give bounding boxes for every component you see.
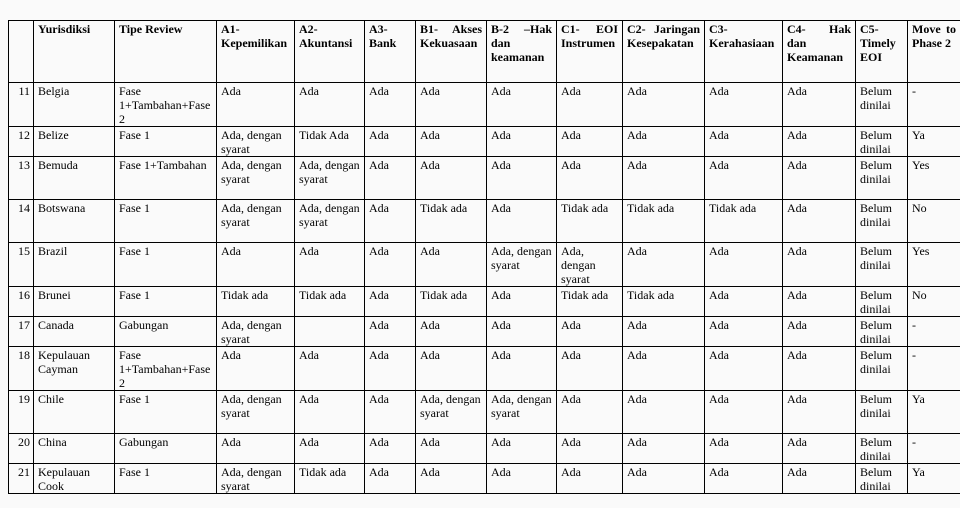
row-number-cell: 12 — [9, 127, 34, 157]
cell-move-to-phase-2: - — [908, 434, 960, 464]
cell-jurisdiction: Belize — [34, 127, 115, 157]
cell-c1-eoi-instrument: Ada — [557, 347, 623, 391]
cell-jurisdiction: Belgia — [34, 83, 115, 127]
cell-a2-accounting: Tidak ada — [295, 464, 365, 494]
cell-b1-access-power: Ada — [416, 127, 487, 157]
table-row — [9, 434, 960, 464]
cell-move-to-phase-2: - — [908, 317, 960, 347]
cell-a3-bank: Ada — [365, 200, 416, 243]
cell-jurisdiction: Bemuda — [34, 157, 115, 200]
cell-c2-agreement-network: Ada — [623, 157, 705, 200]
cell-c1-eoi-instrument: Tidak ada — [557, 287, 623, 317]
cell-c5-timely-eoi: Belum dinilai — [856, 200, 908, 243]
cell-review-type: Fase 1 — [115, 464, 217, 494]
table-row — [9, 243, 960, 287]
cell-c5-timely-eoi: Belum dinilai — [856, 317, 908, 347]
cell-b1-access-power: Ada — [416, 83, 487, 127]
cell-c4-rights-safeguards: Ada — [783, 83, 856, 127]
cell-c1-eoi-instrument: Ada — [557, 83, 623, 127]
cell-jurisdiction: Kepulauan Cook — [34, 464, 115, 494]
cell-b1-access-power: Tidak ada — [416, 200, 487, 243]
cell-b2-rights-safeguards: Ada — [487, 347, 557, 391]
cell-a2-accounting: Ada — [295, 347, 365, 391]
row-number-cell: 11 — [9, 83, 34, 127]
cell-a3-bank: Ada — [365, 317, 416, 347]
cell-c4-rights-safeguards: Ada — [783, 464, 856, 494]
cell-a1-ownership: Ada — [217, 434, 295, 464]
cell-c2-agreement-network: Tidak ada — [623, 200, 705, 243]
cell-move-to-phase-2: Yes — [908, 157, 960, 200]
cell-c4-rights-safeguards: Ada — [783, 347, 856, 391]
cell-move-to-phase-2: No — [908, 200, 960, 243]
column-header-c3-confidentiality: C3- Kerahasiaan — [705, 21, 783, 83]
cell-c4-rights-safeguards: Ada — [783, 157, 856, 200]
cell-c5-timely-eoi: Belum dinilai — [856, 287, 908, 317]
cell-c2-agreement-network: Ada — [623, 83, 705, 127]
column-header-jurisdiction: Yurisdiksi — [34, 21, 115, 83]
cell-b1-access-power: Ada — [416, 464, 487, 494]
cell-c5-timely-eoi: Belum dinilai — [856, 157, 908, 200]
column-header-row-number — [9, 21, 34, 83]
cell-review-type: Fase 1 — [115, 391, 217, 434]
cell-c5-timely-eoi: Belum dinilai — [856, 127, 908, 157]
cell-jurisdiction: Chile — [34, 391, 115, 434]
cell-review-type: Fase 1 — [115, 287, 217, 317]
cell-a1-ownership: Ada, dengan syarat — [217, 200, 295, 243]
cell-a1-ownership: Ada, dengan syarat — [217, 317, 295, 347]
cell-a3-bank: Ada — [365, 157, 416, 200]
cell-a2-accounting: Ada, dengan syarat — [295, 200, 365, 243]
cell-c2-agreement-network: Ada — [623, 243, 705, 287]
cell-a2-accounting: Ada — [295, 83, 365, 127]
row-number-cell: 20 — [9, 434, 34, 464]
cell-jurisdiction: Brazil — [34, 243, 115, 287]
cell-b2-rights-safeguards: Ada, dengan syarat — [487, 243, 557, 287]
table-row — [9, 464, 960, 494]
cell-b1-access-power: Ada, dengan syarat — [416, 391, 487, 434]
cell-a3-bank: Ada — [365, 347, 416, 391]
table-row — [9, 200, 960, 243]
cell-b2-rights-safeguards: Ada — [487, 434, 557, 464]
cell-c2-agreement-network: Ada — [623, 347, 705, 391]
cell-c1-eoi-instrument: Ada — [557, 157, 623, 200]
cell-move-to-phase-2: Ya — [908, 391, 960, 434]
cell-c3-confidentiality: Ada — [705, 347, 783, 391]
row-number-cell: 16 — [9, 287, 34, 317]
column-header-a2-accounting: A2- Akuntansi — [295, 21, 365, 83]
cell-move-to-phase-2: - — [908, 83, 960, 127]
cell-b1-access-power: Ada — [416, 317, 487, 347]
cell-c2-agreement-network: Ada — [623, 317, 705, 347]
cell-a2-accounting: Ada — [295, 391, 365, 434]
cell-move-to-phase-2: No — [908, 287, 960, 317]
cell-a1-ownership: Ada, dengan syarat — [217, 391, 295, 434]
cell-c2-agreement-network: Ada — [623, 434, 705, 464]
cell-c4-rights-safeguards: Ada — [783, 317, 856, 347]
cell-c3-confidentiality: Ada — [705, 464, 783, 494]
cell-c1-eoi-instrument: Ada — [557, 317, 623, 347]
cell-c5-timely-eoi: Belum dinilai — [856, 464, 908, 494]
cell-jurisdiction: Brunei — [34, 287, 115, 317]
cell-b2-rights-safeguards: Ada — [487, 200, 557, 243]
cell-a1-ownership: Ada — [217, 347, 295, 391]
row-number-cell: 21 — [9, 464, 34, 494]
cell-a2-accounting: Ada, dengan syarat — [295, 157, 365, 200]
row-number-cell: 14 — [9, 200, 34, 243]
column-header-b1-access-power: B1- Akses Kekuasaan — [416, 21, 487, 83]
table-row — [9, 317, 960, 347]
cell-c5-timely-eoi: Belum dinilai — [856, 83, 908, 127]
cell-a1-ownership: Ada, dengan syarat — [217, 464, 295, 494]
cell-c3-confidentiality: Ada — [705, 391, 783, 434]
cell-review-type: Fase 1+Tambahan+Fase 2 — [115, 347, 217, 391]
cell-review-type: Gabungan — [115, 317, 217, 347]
cell-b2-rights-safeguards: Ada — [487, 157, 557, 200]
cell-c3-confidentiality: Ada — [705, 127, 783, 157]
cell-c2-agreement-network: Tidak ada — [623, 287, 705, 317]
cell-c1-eoi-instrument: Tidak ada — [557, 200, 623, 243]
cell-c5-timely-eoi: Belum dinilai — [856, 243, 908, 287]
cell-a1-ownership: Ada, dengan syarat — [217, 157, 295, 200]
cell-c2-agreement-network: Ada — [623, 391, 705, 434]
cell-b1-access-power: Ada — [416, 347, 487, 391]
cell-jurisdiction: Botswana — [34, 200, 115, 243]
cell-c3-confidentiality: Ada — [705, 317, 783, 347]
table-row — [9, 347, 960, 391]
cell-b1-access-power: Ada — [416, 157, 487, 200]
cell-c4-rights-safeguards: Ada — [783, 127, 856, 157]
table-row — [9, 391, 960, 434]
cell-b2-rights-safeguards: Ada, dengan syarat — [487, 391, 557, 434]
cell-jurisdiction: Canada — [34, 317, 115, 347]
cell-c1-eoi-instrument: Ada — [557, 127, 623, 157]
cell-c2-agreement-network: Ada — [623, 464, 705, 494]
cell-c3-confidentiality: Ada — [705, 83, 783, 127]
cell-move-to-phase-2: - — [908, 347, 960, 391]
cell-move-to-phase-2: Yes — [908, 243, 960, 287]
cell-a3-bank: Ada — [365, 83, 416, 127]
cell-review-type: Fase 1+Tambahan — [115, 157, 217, 200]
cell-a1-ownership: Tidak ada — [217, 287, 295, 317]
cell-c3-confidentiality: Ada — [705, 243, 783, 287]
table-header-row — [9, 21, 960, 83]
table-body — [9, 83, 960, 494]
cell-b2-rights-safeguards: Ada — [487, 317, 557, 347]
cell-b1-access-power: Ada — [416, 243, 487, 287]
cell-c3-confidentiality: Tidak ada — [705, 200, 783, 243]
cell-review-type: Fase 1 — [115, 200, 217, 243]
cell-a3-bank: Ada — [365, 434, 416, 464]
cell-c1-eoi-instrument: Ada — [557, 391, 623, 434]
cell-c2-agreement-network: Ada — [623, 127, 705, 157]
cell-b2-rights-safeguards: Ada — [487, 83, 557, 127]
cell-b1-access-power: Ada — [416, 434, 487, 464]
cell-c4-rights-safeguards: Ada — [783, 200, 856, 243]
cell-review-type: Fase 1+Tambahan+Fase 2 — [115, 83, 217, 127]
cell-c3-confidentiality: Ada — [705, 434, 783, 464]
cell-a3-bank: Ada — [365, 243, 416, 287]
column-header-a1-ownership: A1- Kepemilikan — [217, 21, 295, 83]
cell-a1-ownership: Ada — [217, 243, 295, 287]
column-header-a3-bank: A3- Bank — [365, 21, 416, 83]
cell-c4-rights-safeguards: Ada — [783, 243, 856, 287]
cell-a2-accounting: Tidak ada — [295, 287, 365, 317]
column-header-c5-timely-eoi: C5- Timely EOI — [856, 21, 908, 83]
cell-a2-accounting: Ada — [295, 243, 365, 287]
cell-c1-eoi-instrument: Ada — [557, 434, 623, 464]
cell-a2-accounting: Ada — [295, 434, 365, 464]
column-header-c1-eoi-instrument: C1- EOI Instrumen — [557, 21, 623, 83]
column-header-c2-agreement-network: C2- Jaringan Kesepakatan — [623, 21, 705, 83]
cell-jurisdiction: Kepulauan Cayman — [34, 347, 115, 391]
column-header-review-type: Tipe Review — [115, 21, 217, 83]
table-row — [9, 287, 960, 317]
cell-a3-bank: Ada — [365, 391, 416, 434]
cell-b2-rights-safeguards: Ada — [487, 464, 557, 494]
jurisdiction-review-table — [8, 20, 960, 494]
table-row — [9, 157, 960, 200]
cell-b2-rights-safeguards: Ada — [487, 287, 557, 317]
row-number-cell: 17 — [9, 317, 34, 347]
row-number-cell: 15 — [9, 243, 34, 287]
table-row — [9, 127, 960, 157]
cell-c1-eoi-instrument: Ada — [557, 464, 623, 494]
cell-a2-accounting: Tidak Ada — [295, 127, 365, 157]
cell-jurisdiction: China — [34, 434, 115, 464]
cell-c5-timely-eoi: Belum dinilai — [856, 391, 908, 434]
cell-a1-ownership: Ada, dengan syarat — [217, 127, 295, 157]
cell-b1-access-power: Tidak ada — [416, 287, 487, 317]
cell-a3-bank: Ada — [365, 464, 416, 494]
cell-review-type: Fase 1 — [115, 127, 217, 157]
column-header-b2-rights-safeguards: B-2 –Hak dan keamanan — [487, 21, 557, 83]
cell-c4-rights-safeguards: Ada — [783, 434, 856, 464]
cell-a2-accounting — [295, 317, 365, 347]
cell-c3-confidentiality: Ada — [705, 157, 783, 200]
cell-a1-ownership: Ada — [217, 83, 295, 127]
cell-c3-confidentiality: Ada — [705, 287, 783, 317]
cell-a3-bank: Ada — [365, 287, 416, 317]
cell-c4-rights-safeguards: Ada — [783, 391, 856, 434]
cell-move-to-phase-2: Ya — [908, 464, 960, 494]
cell-c4-rights-safeguards: Ada — [783, 287, 856, 317]
row-number-cell: 18 — [9, 347, 34, 391]
cell-review-type: Gabungan — [115, 434, 217, 464]
row-number-cell: 19 — [9, 391, 34, 434]
table-row — [9, 83, 960, 127]
cell-review-type: Fase 1 — [115, 243, 217, 287]
cell-move-to-phase-2: Ya — [908, 127, 960, 157]
column-header-c4-rights-safeguards: C4- Hak dan Keamanan — [783, 21, 856, 83]
column-header-move-to-phase-2: Move to Phase 2 — [908, 21, 960, 83]
cell-c5-timely-eoi: Belum dinilai — [856, 347, 908, 391]
row-number-cell: 13 — [9, 157, 34, 200]
cell-b2-rights-safeguards: Ada — [487, 127, 557, 157]
cell-c5-timely-eoi: Belum dinilai — [856, 434, 908, 464]
cell-a3-bank: Ada — [365, 127, 416, 157]
cell-c1-eoi-instrument: Ada, dengan syarat — [557, 243, 623, 287]
